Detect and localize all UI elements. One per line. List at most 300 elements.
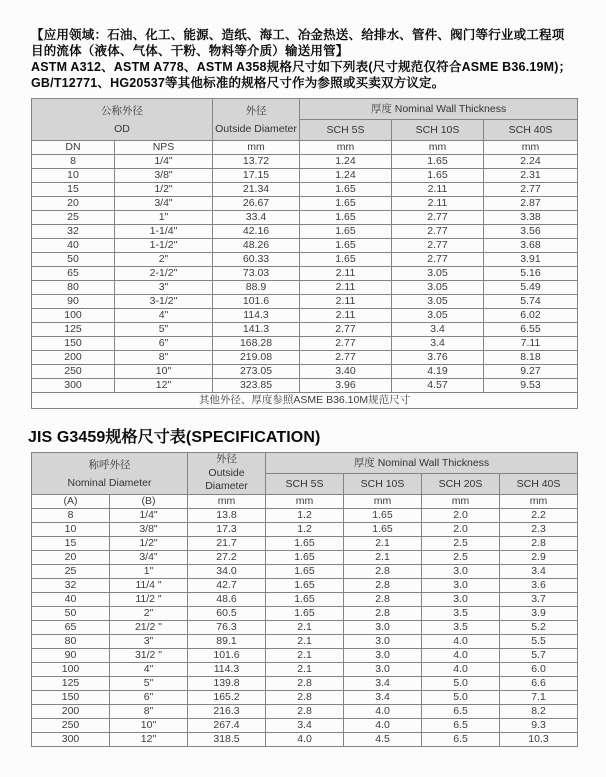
table-cell: 168.28 <box>213 337 300 351</box>
jis-nominal-cn: 称呼外径 <box>88 458 131 471</box>
table-cell: mm <box>344 495 422 509</box>
table-row <box>32 141 578 155</box>
table-cell: mm <box>484 141 578 155</box>
table-cell: 6.02 <box>484 309 578 323</box>
jis-od-en1: Outside <box>208 466 245 479</box>
table-cell: 1.2 <box>266 509 344 523</box>
table-cell: 323.85 <box>213 379 300 393</box>
table-cell: 2.8 <box>344 565 422 579</box>
table-cell: 3.38 <box>484 211 578 225</box>
table-cell: 88.9 <box>213 281 300 295</box>
jis-outside-diameter-header <box>188 453 266 495</box>
astm-note: 其他外径、厚度参照ASME B36.10M规范尺寸 <box>32 393 578 409</box>
table-cell: 3.4 <box>266 719 344 733</box>
table-cell: mm <box>300 141 392 155</box>
table-cell: 3.05 <box>392 295 484 309</box>
table-cell: 216.3 <box>188 705 266 719</box>
table-cell: 6" <box>115 337 213 351</box>
table-cell: 21/2 " <box>110 621 188 635</box>
table-cell: 17.3 <box>188 523 266 537</box>
intro-line-1: 【应用领域：石油、化工、能源、造纸、海工、冶金热送、给排水、管件、阀门等行业或工程项 <box>31 28 565 42</box>
table-cell: 4.5 <box>344 733 422 747</box>
table-cell: 9.53 <box>484 379 578 393</box>
table-cell: 6.5 <box>422 733 500 747</box>
table-cell: 17.15 <box>213 169 300 183</box>
table-cell: 1.24 <box>300 155 392 169</box>
table-cell: 60.5 <box>188 607 266 621</box>
table-cell: 4.0 <box>344 705 422 719</box>
table-cell: 90 <box>32 649 110 663</box>
table-row <box>32 323 578 337</box>
table-cell: 2.11 <box>392 183 484 197</box>
table-cell: 1.65 <box>266 537 344 551</box>
table-cell: 300 <box>32 733 110 747</box>
table-cell: 100 <box>32 309 115 323</box>
table-cell: 2.8 <box>344 593 422 607</box>
table-cell: 3.05 <box>392 267 484 281</box>
table-cell: 3.5 <box>422 621 500 635</box>
table-cell: 1.65 <box>392 155 484 169</box>
table-row <box>32 719 578 733</box>
table-cell: 2.11 <box>300 295 392 309</box>
table-cell: 101.6 <box>188 649 266 663</box>
table-row <box>32 537 578 551</box>
table-cell: 12" <box>115 379 213 393</box>
table-cell: 6.5 <box>422 719 500 733</box>
table-row <box>32 281 578 295</box>
table-cell: 3.7 <box>500 593 578 607</box>
table-cell: 125 <box>32 677 110 691</box>
table-cell: 141.3 <box>213 323 300 337</box>
table-cell: 2" <box>115 253 213 267</box>
table-cell: 1.2 <box>266 523 344 537</box>
table-cell: 4.0 <box>266 733 344 747</box>
jis-section-title: JIS G3459规格尺寸表(SPECIFICATION) <box>28 429 321 446</box>
table-cell: 3.4 <box>344 691 422 705</box>
table-cell: 40 <box>32 593 110 607</box>
table-cell: 25 <box>32 565 110 579</box>
table-cell: 13.72 <box>213 155 300 169</box>
table-cell: 3.96 <box>300 379 392 393</box>
table-cell: 4.57 <box>392 379 484 393</box>
table-cell: 80 <box>32 635 110 649</box>
table-cell: 10 <box>32 523 110 537</box>
table-row <box>32 365 578 379</box>
table-cell: 2.11 <box>392 197 484 211</box>
astm-table-footer <box>32 393 578 409</box>
table-cell: 267.4 <box>188 719 266 733</box>
table-cell: 40 <box>32 239 115 253</box>
table-cell: 4.0 <box>344 719 422 733</box>
table-cell: 2.77 <box>300 323 392 337</box>
table-cell: 1.65 <box>300 211 392 225</box>
table-cell: 42.7 <box>188 579 266 593</box>
table-cell: 42.16 <box>213 225 300 239</box>
table-cell: 5.2 <box>500 621 578 635</box>
table-cell: 2.11 <box>300 281 392 295</box>
table-cell: 114.3 <box>188 663 266 677</box>
table-cell: 2.1 <box>266 635 344 649</box>
table-cell: 10" <box>115 365 213 379</box>
table-cell: 32 <box>32 225 115 239</box>
table-cell: 3/8" <box>115 169 213 183</box>
table-cell: 3.56 <box>484 225 578 239</box>
table-cell: 3/8" <box>110 523 188 537</box>
table-cell: mm <box>392 141 484 155</box>
table-row <box>32 677 578 691</box>
table-cell: 2.11 <box>300 309 392 323</box>
table-cell: 125 <box>32 323 115 337</box>
table-cell: 4" <box>110 663 188 677</box>
table-cell: 33.4 <box>213 211 300 225</box>
table-cell: 8 <box>32 509 110 523</box>
table-cell: 2.3 <box>500 523 578 537</box>
table-cell: 80 <box>32 281 115 295</box>
table-cell: 2.5 <box>422 537 500 551</box>
table-cell: 2.1 <box>344 537 422 551</box>
table-cell: 250 <box>32 719 110 733</box>
astm-thickness-group-header: 厚度 Nominal Wall Thickness <box>300 99 578 120</box>
table-cell: (B) <box>110 495 188 509</box>
table-cell: 5.0 <box>422 691 500 705</box>
table-cell: 3/4" <box>115 197 213 211</box>
table-cell: 3.40 <box>300 365 392 379</box>
table-cell: 48.26 <box>213 239 300 253</box>
table-row <box>32 565 578 579</box>
table-cell: (A) <box>32 495 110 509</box>
table-row <box>32 649 578 663</box>
astm-units-row-group <box>32 141 578 155</box>
table-cell: 4.19 <box>392 365 484 379</box>
astm-sch40s-header: SCH 40S <box>484 120 578 141</box>
table-cell: 25 <box>32 211 115 225</box>
table-cell: 2" <box>110 607 188 621</box>
jis-nominal-en: Nominal Diameter <box>67 476 152 489</box>
jis-od-en2: Diameter <box>205 480 248 493</box>
table-cell: 3.4 <box>392 337 484 351</box>
table-row <box>32 393 578 409</box>
table-cell: 2.87 <box>484 197 578 211</box>
table-cell: 114.3 <box>213 309 300 323</box>
astm-od-cn: 外径 <box>245 104 267 117</box>
table-cell: 1.65 <box>300 225 392 239</box>
table-cell: 8.18 <box>484 351 578 365</box>
table-cell: 2.8 <box>266 705 344 719</box>
table-row <box>32 551 578 565</box>
table-cell: 9.27 <box>484 365 578 379</box>
table-cell: 6.6 <box>500 677 578 691</box>
table-cell: 3.05 <box>392 309 484 323</box>
table-cell: 2.8 <box>344 607 422 621</box>
astm-table-body <box>32 155 578 393</box>
table-cell: 2.8 <box>344 579 422 593</box>
table-row <box>32 509 578 523</box>
jis-od-cn: 外径 <box>216 453 237 466</box>
table-cell: 273.05 <box>213 365 300 379</box>
table-cell: mm <box>422 495 500 509</box>
table-cell: 150 <box>32 691 110 705</box>
table-cell: 1.65 <box>300 253 392 267</box>
table-cell: 1.65 <box>300 197 392 211</box>
table-cell: 5.5 <box>500 635 578 649</box>
table-row <box>32 705 578 719</box>
table-cell: 10 <box>32 169 115 183</box>
table-cell: 21.7 <box>188 537 266 551</box>
table-cell: 50 <box>32 607 110 621</box>
table-row <box>32 197 578 211</box>
table-cell: 3" <box>110 635 188 649</box>
table-cell: 1/2" <box>115 183 213 197</box>
jis-thickness-group-header: 厚度 Nominal Wall Thickness <box>266 453 578 474</box>
table-cell: 4.0 <box>422 649 500 663</box>
table-cell: 2.1 <box>344 551 422 565</box>
table-row <box>32 733 578 747</box>
table-cell: 1.24 <box>300 169 392 183</box>
table-row <box>32 379 578 393</box>
table-cell: 2.5 <box>422 551 500 565</box>
table-cell: 3.0 <box>422 565 500 579</box>
table-cell: 139.8 <box>188 677 266 691</box>
table-cell: 2.31 <box>484 169 578 183</box>
table-cell: 1.65 <box>344 523 422 537</box>
table-row <box>32 337 578 351</box>
table-cell: 26.67 <box>213 197 300 211</box>
table-cell: 6.55 <box>484 323 578 337</box>
table-cell: 8" <box>110 705 188 719</box>
table-cell: 15 <box>32 183 115 197</box>
table-cell: 1/4" <box>110 509 188 523</box>
astm-spec-table <box>31 98 578 409</box>
table-cell: 10.3 <box>500 733 578 747</box>
table-cell: 200 <box>32 351 115 365</box>
table-cell: 5.74 <box>484 295 578 309</box>
table-cell: 20 <box>32 197 115 211</box>
table-cell: 1" <box>110 565 188 579</box>
jis-nominal-group-header <box>32 453 188 495</box>
table-cell: 73.03 <box>213 267 300 281</box>
table-cell: NPS <box>115 141 213 155</box>
table-cell: 250 <box>32 365 115 379</box>
table-cell: 2.0 <box>422 509 500 523</box>
table-cell: 20 <box>32 551 110 565</box>
table-cell: 165.2 <box>188 691 266 705</box>
table-cell: 1.65 <box>266 551 344 565</box>
table-cell: 3/4" <box>110 551 188 565</box>
table-cell: 1.65 <box>266 579 344 593</box>
table-cell: 89.1 <box>188 635 266 649</box>
table-cell: 3.4 <box>344 677 422 691</box>
table-cell: 1.65 <box>266 593 344 607</box>
jis-units-row-group <box>32 495 578 509</box>
table-cell: 3.0 <box>344 649 422 663</box>
table-cell: 2.77 <box>300 337 392 351</box>
table-cell: 3-1/2" <box>115 295 213 309</box>
table-cell: 300 <box>32 379 115 393</box>
table-row <box>32 351 578 365</box>
table-row <box>32 309 578 323</box>
table-cell: 1-1/4" <box>115 225 213 239</box>
table-cell: 3.0 <box>422 579 500 593</box>
table-cell: 8" <box>115 351 213 365</box>
intro-line-2: 目的流体（液体、气体、干粉、物料等介质）输送用管】 <box>31 44 349 58</box>
table-row <box>32 621 578 635</box>
table-cell: 13.8 <box>188 509 266 523</box>
table-cell: 2-1/2" <box>115 267 213 281</box>
table-row <box>32 169 578 183</box>
table-cell: 3.4 <box>392 323 484 337</box>
jis-sch10s-header: SCH 10S <box>344 474 422 495</box>
table-cell: 31/2 " <box>110 649 188 663</box>
table-cell: 1/2" <box>110 537 188 551</box>
table-cell: 5.49 <box>484 281 578 295</box>
jis-sch20s-header: SCH 20S <box>422 474 500 495</box>
jis-table-body <box>32 509 578 747</box>
table-cell: 5" <box>110 677 188 691</box>
table-row <box>32 691 578 705</box>
table-cell: 3.6 <box>500 579 578 593</box>
table-row <box>32 495 578 509</box>
table-cell: 5.16 <box>484 267 578 281</box>
table-cell: 5" <box>115 323 213 337</box>
table-cell: 27.2 <box>188 551 266 565</box>
table-cell: 90 <box>32 295 115 309</box>
table-cell: 9.3 <box>500 719 578 733</box>
table-cell: 2.0 <box>422 523 500 537</box>
table-cell: 3.91 <box>484 253 578 267</box>
table-cell: 1/4" <box>115 155 213 169</box>
table-cell: 1.65 <box>300 183 392 197</box>
table-cell: 11/2 " <box>110 593 188 607</box>
table-cell: 1.65 <box>266 565 344 579</box>
table-row <box>32 593 578 607</box>
table-cell: 1.65 <box>300 239 392 253</box>
astm-sch5s-header: SCH 5S <box>300 120 392 141</box>
table-cell: 219.08 <box>213 351 300 365</box>
table-row <box>32 635 578 649</box>
table-row <box>32 607 578 621</box>
table-row <box>32 183 578 197</box>
table-row <box>32 155 578 169</box>
table-cell: 2.77 <box>392 239 484 253</box>
table-cell: 2.77 <box>392 211 484 225</box>
table-cell: 5.0 <box>422 677 500 691</box>
table-cell: 1.65 <box>344 509 422 523</box>
table-cell: 65 <box>32 267 115 281</box>
jis-spec-table <box>31 452 578 747</box>
astm-od-group-cn: 公称外径 <box>101 104 143 117</box>
table-cell: 65 <box>32 621 110 635</box>
table-cell: mm <box>213 141 300 155</box>
table-cell: 318.5 <box>188 733 266 747</box>
table-cell: 150 <box>32 337 115 351</box>
table-cell: mm <box>500 495 578 509</box>
table-cell: 6" <box>110 691 188 705</box>
table-cell: 15 <box>32 537 110 551</box>
astm-od-en: Outside Diameter <box>215 122 297 135</box>
astm-table-header <box>32 99 578 141</box>
table-cell: 2.8 <box>500 537 578 551</box>
table-row <box>32 225 578 239</box>
table-cell: 6.5 <box>422 705 500 719</box>
table-cell: 3.0 <box>422 593 500 607</box>
table-cell: 200 <box>32 705 110 719</box>
table-cell: 5.7 <box>500 649 578 663</box>
table-row <box>32 211 578 225</box>
table-cell: 21.34 <box>213 183 300 197</box>
table-cell: 3.4 <box>500 565 578 579</box>
table-cell: 2.77 <box>392 253 484 267</box>
astm-od-group-en: OD <box>114 122 130 135</box>
table-row <box>32 267 578 281</box>
table-cell: 3" <box>115 281 213 295</box>
table-cell: 3.0 <box>344 621 422 635</box>
table-cell: 3.9 <box>500 607 578 621</box>
table-cell: 2.11 <box>300 267 392 281</box>
table-cell: 2.8 <box>266 677 344 691</box>
table-cell: 8 <box>32 155 115 169</box>
table-cell: 76.3 <box>188 621 266 635</box>
table-cell: 4" <box>115 309 213 323</box>
table-cell: mm <box>266 495 344 509</box>
table-cell: 12" <box>110 733 188 747</box>
astm-od-group-header <box>32 99 213 141</box>
table-row <box>32 663 578 677</box>
intro-line-4: GB/T12771、HG20537等其他标准的规格尺寸作为参照或买卖双方议定。 <box>31 76 445 90</box>
astm-sch10s-header: SCH 10S <box>392 120 484 141</box>
table-cell: 2.9 <box>500 551 578 565</box>
table-cell: 4.0 <box>422 663 500 677</box>
table-cell: 2.2 <box>500 509 578 523</box>
table-cell: mm <box>188 495 266 509</box>
table-row <box>32 523 578 537</box>
table-row <box>32 295 578 309</box>
table-cell: 100 <box>32 663 110 677</box>
table-cell: 8.2 <box>500 705 578 719</box>
table-cell: 6.0 <box>500 663 578 677</box>
table-cell: 32 <box>32 579 110 593</box>
table-cell: 7.11 <box>484 337 578 351</box>
table-cell: 1" <box>115 211 213 225</box>
table-cell: 2.77 <box>392 225 484 239</box>
jis-sch5s-header: SCH 5S <box>266 474 344 495</box>
astm-outside-diameter-header <box>213 99 300 141</box>
table-row <box>32 239 578 253</box>
table-cell: 3.05 <box>392 281 484 295</box>
table-cell: 1-1/2" <box>115 239 213 253</box>
table-cell: 101.6 <box>213 295 300 309</box>
table-cell: 10" <box>110 719 188 733</box>
table-cell: 3.0 <box>344 663 422 677</box>
table-cell: 7.1 <box>500 691 578 705</box>
jis-table-header <box>32 453 578 495</box>
table-cell: 2.1 <box>266 621 344 635</box>
table-cell: 3.76 <box>392 351 484 365</box>
table-cell: 2.24 <box>484 155 578 169</box>
table-cell: 2.1 <box>266 649 344 663</box>
table-cell: 60.33 <box>213 253 300 267</box>
table-cell: 2.77 <box>484 183 578 197</box>
table-cell: 2.8 <box>266 691 344 705</box>
table-cell: 1.65 <box>266 607 344 621</box>
application-field-paragraph <box>31 27 578 91</box>
table-cell: 2.1 <box>266 663 344 677</box>
table-cell: 50 <box>32 253 115 267</box>
table-cell: 2.77 <box>300 351 392 365</box>
table-cell: 4.0 <box>422 635 500 649</box>
table-cell: 34.0 <box>188 565 266 579</box>
table-cell: DN <box>32 141 115 155</box>
table-cell: 11/4 " <box>110 579 188 593</box>
